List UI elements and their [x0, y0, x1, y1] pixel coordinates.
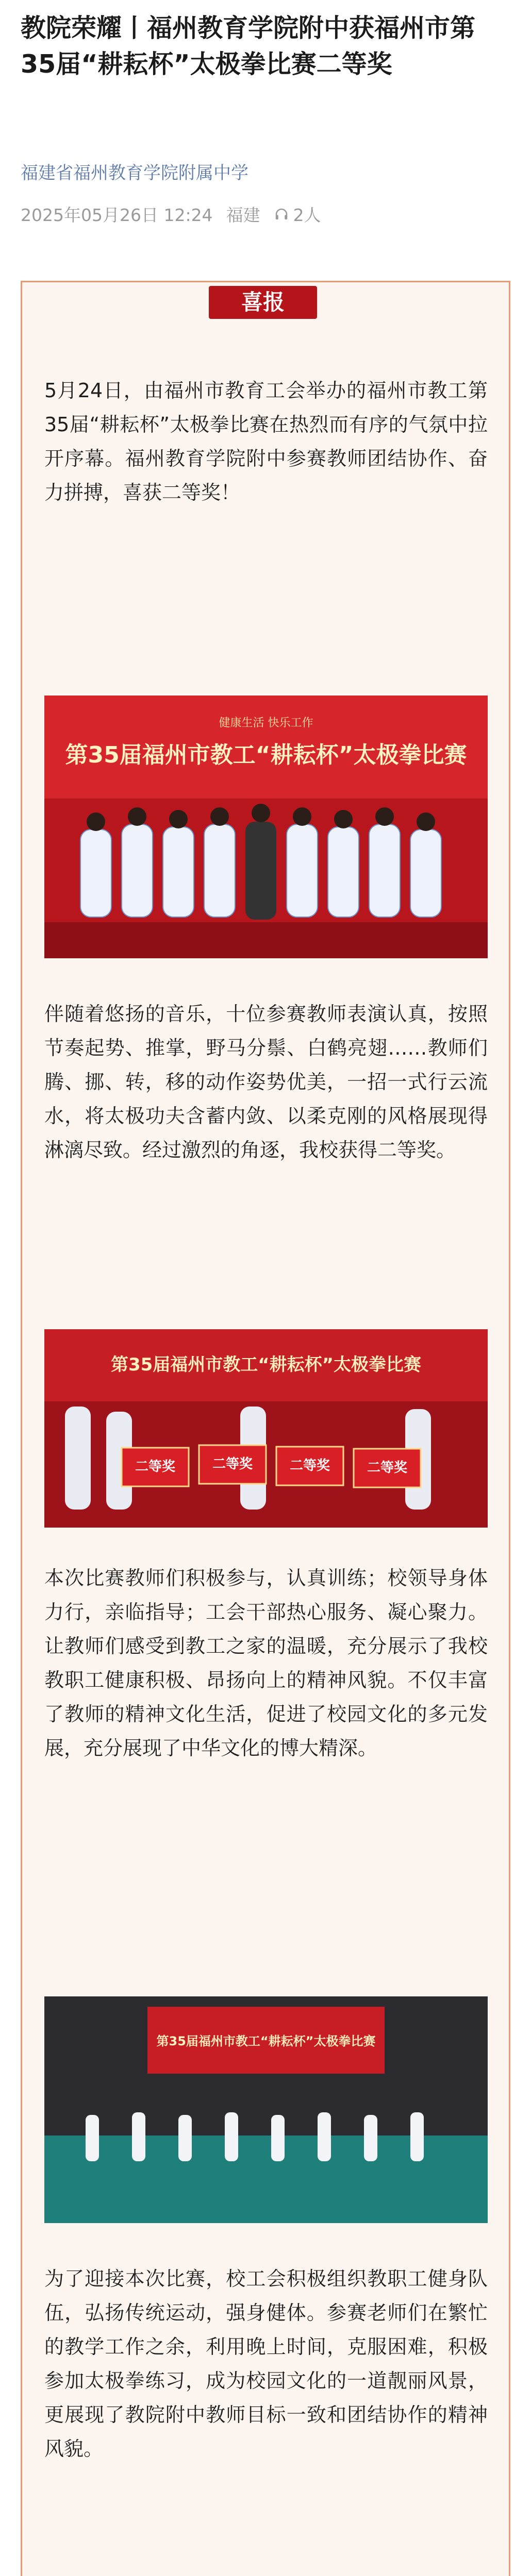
banner-title-2: 第35届福州市教工“耕耘杯”太极拳比赛 — [110, 1354, 422, 1375]
paragraph-2: 伴随着悠扬的音乐，十位参赛教师表演认真，按照节奏起势、推掌，野马分鬃、白鹤亮翅……教师们腾、挪、转，移的动作姿势优美，一招一式行云流水，将太极功夫含蓄内敛、以柔克刚的风格展现得淋漓尽致。经过激烈的角逐，我校获得二等奖。 — [44, 1003, 488, 1161]
banner-title: 第35届福州市教工“耕耘杯”太极拳比赛 — [65, 742, 467, 768]
section-label: 喜报 — [209, 286, 317, 319]
headphone-icon — [274, 207, 289, 222]
paragraph-4: 为了迎接本次比赛，校工会积极组织教职工健身队伍，弘扬传统运动，强身健体。参赛老师们在繁忙的教学工作之余，利用晚上时间，克服困难，积极参加太极拳练习，成为校园文化的一道靓丽风景，更展现了教院附中教师目标一致和团结协作的精神风貌。 — [44, 2267, 488, 2460]
article-meta — [21, 202, 321, 226]
publish-date: 2025年05月26日 12:24 — [21, 205, 213, 225]
award-label-3: 二等奖 — [289, 1458, 330, 1473]
banner-title-3: 第35届福州市教工“耕耘杯”太极拳比赛 — [156, 2034, 376, 2048]
article-title: 教院荣耀丨福州教育学院附中获福州市第35届“耕耘杯”太极拳比赛二等奖 — [21, 13, 476, 79]
award-label-4: 二等奖 — [367, 1460, 408, 1476]
banner-slogan: 健康生活 快乐工作 — [219, 717, 313, 730]
photo-award-ceremony — [44, 1329, 488, 1528]
publish-location: 福建 — [226, 205, 260, 225]
listen-count[interactable] — [274, 202, 321, 226]
photo-performance — [44, 1996, 488, 2223]
photo-group-stage — [44, 696, 488, 958]
listener-count: 2人 — [293, 205, 321, 225]
account-name[interactable]: 福建省福州教育学院附属中学 — [21, 163, 248, 183]
paragraph-1: 5月24日，由福州市教育工会举办的福州市教工第35届“耕耘杯”太极拳比赛在热烈而有序的气氛中拉开序幕。福州教育学院附中参赛教师团结协作、奋力拼搏，喜获二等奖！ — [44, 379, 488, 504]
paragraph-3: 本次比赛教师们积极参与，认真训练；校领导身体力行，亲临指导；工会干部热心服务、凝心聚力。让教师们感受到教工之家的温暖，充分展示了我校教职工健康积极、昂扬向上的精神风貌。不仅丰富了教师的精神文化生活，促进了校园文化的多元发展，充分展现了中华文化的博大精深。 — [44, 1567, 488, 1759]
award-label-2: 二等奖 — [212, 1456, 253, 1472]
award-label-1: 二等奖 — [135, 1459, 176, 1475]
